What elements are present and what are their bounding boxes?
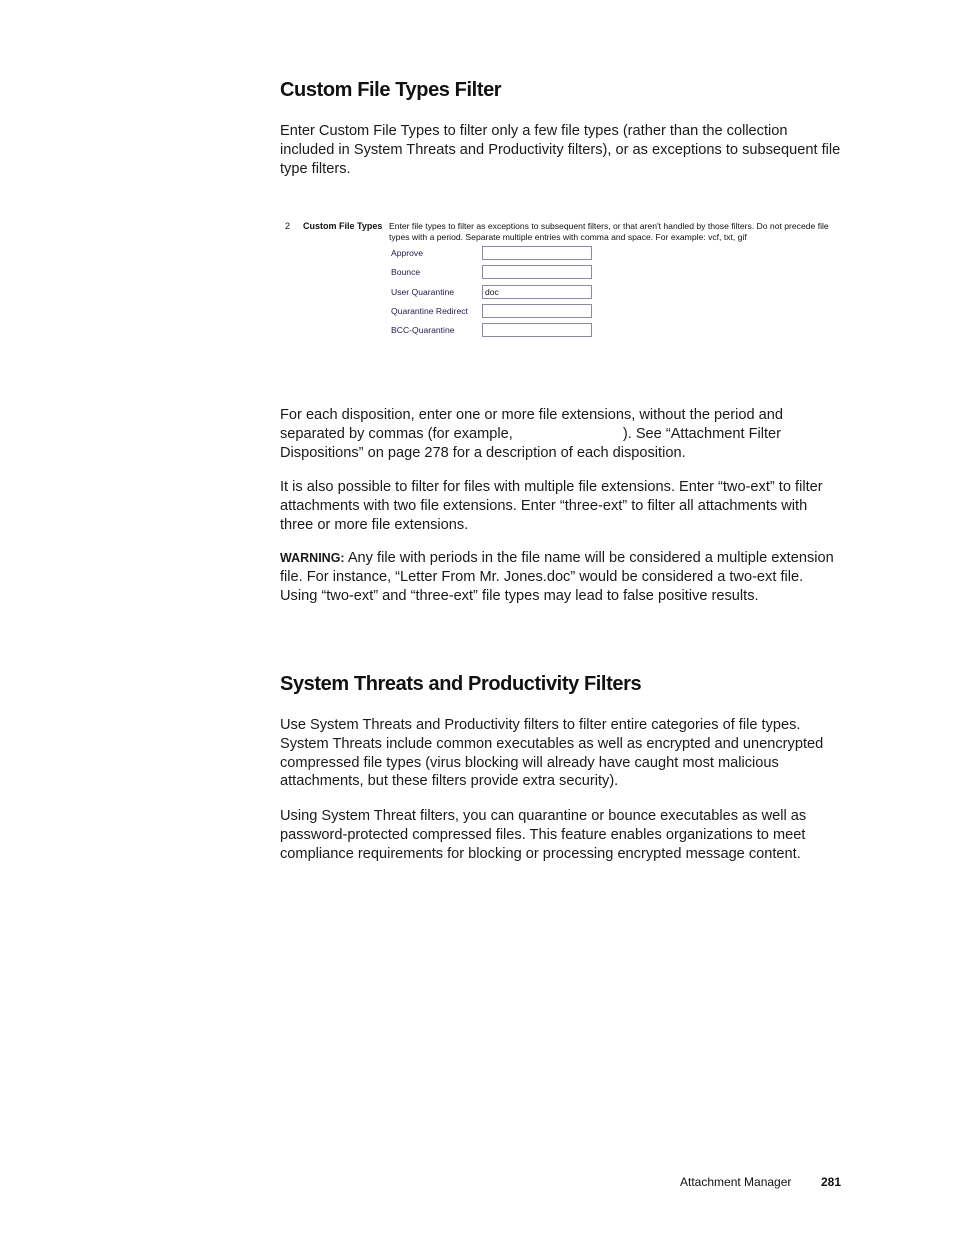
disposition-row-quarantine-redirect xyxy=(391,304,601,319)
bounce-input[interactable] xyxy=(482,265,592,279)
warning-paragraph xyxy=(280,549,842,605)
form-field-label: Custom File Types xyxy=(303,221,383,231)
multiple-extensions-paragraph: It is also possible to filter for files with multiple file extensions. Enter “two-ext” to filter attachments with two file extensions. Enter “three-ext” to filter all attachments with three or more file extensions. xyxy=(280,479,823,533)
custom-file-types-heading: Custom File Types Filter xyxy=(280,79,502,101)
footer-chapter-title: Attachment Manager xyxy=(680,1175,792,1189)
disposition-label: User Quarantine xyxy=(391,287,455,297)
disposition-label: BCC-Quarantine xyxy=(391,325,455,335)
system-threats-paragraph: Use System Threats and Productivity filters to filter entire categories of file types. System Threats include common executables as well as encrypted and unencrypted compressed file types (virus blocking will already have caught most malicious attachments, but these filters provide extra security). xyxy=(280,717,824,790)
disposition-row-user-quarantine xyxy=(391,285,601,300)
warning-text: Any file with periods in the file name will be considered a multiple extension file. For instance, “Letter From Mr. Jones.doc” would be considered a two-ext file. Using “two-ext” and “three-ext” file types may lead to false positive results. xyxy=(280,550,834,604)
warning-label: WARNING: xyxy=(280,551,345,565)
disposition-text-start: For each disposition, enter one or more file extensions, without the period and separated by commas (for example, xyxy=(280,407,783,442)
disposition-label: Approve xyxy=(391,248,424,258)
form-field-description: Enter file types to filter as exceptions to subsequent filters, or that aren't handled by those filters. Do not precede file types with a period. Separate multiple entries with comma and space. For example: vcf, txt, gif xyxy=(389,221,829,242)
disposition-row-bcc-quarantine xyxy=(391,323,601,338)
disposition-row-approve xyxy=(391,246,601,261)
disposition-text-end: ). See “Attachment Filter Dispositions” on page 278 for a description of each disposition. xyxy=(280,425,781,461)
user-quarantine-input[interactable]: doc xyxy=(482,285,592,299)
disposition-label: Quarantine Redirect xyxy=(391,306,468,316)
system-threats-heading: System Threats and Productivity Filters xyxy=(280,673,642,695)
disposition-paragraph xyxy=(280,406,842,462)
form-row-number: 2 xyxy=(285,221,291,231)
approve-input[interactable] xyxy=(482,246,592,260)
custom-file-types-form xyxy=(282,216,842,346)
disposition-row-bounce xyxy=(391,265,601,280)
system-threat-filters-paragraph: Using System Threat filters, you can quarantine or bounce executables as well as password-protected compressed files. This feature enables organizations to meet compliance requirements for blocking or processing encrypted message content. xyxy=(280,808,807,862)
quarantine-redirect-input[interactable] xyxy=(482,304,592,318)
custom-intro-paragraph: Enter Custom File Types to filter only a few file types (rather than the collection included in System Threats and Productivity filters), or as exceptions to subsequent file type filters. xyxy=(280,123,841,177)
disposition-label: Bounce xyxy=(391,267,421,277)
footer-page-number: 281 xyxy=(821,1175,842,1189)
bcc-quarantine-input[interactable] xyxy=(482,323,592,337)
